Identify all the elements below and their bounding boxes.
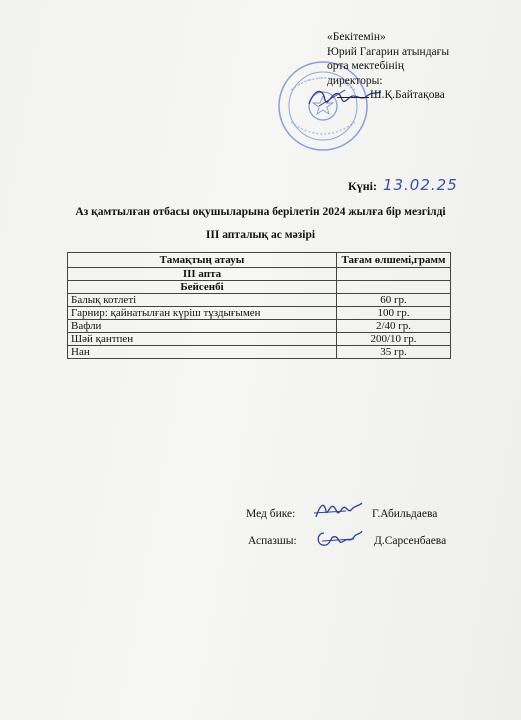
dish-name: Балық котлеті — [68, 294, 337, 307]
approval-signature-line — [327, 88, 517, 103]
director-name: Ш.Қ.Байтақова — [370, 89, 445, 101]
table-row — [68, 320, 451, 333]
signature-underline — [337, 97, 369, 98]
date-value: 13.02.25 — [382, 176, 458, 194]
empty-cell — [337, 268, 451, 281]
empty-cell — [337, 281, 451, 294]
cook-label: Аспазшы: — [248, 535, 297, 547]
date-label: Күні: — [348, 179, 377, 193]
document-subtitle: III апталық ас мәзірі — [205, 229, 316, 241]
table-row — [68, 346, 451, 359]
dish-amount: 60 гр. — [337, 294, 451, 307]
dish-amount: 100 гр. — [337, 307, 451, 320]
header-dish-name: Тамақтың атауы — [68, 253, 337, 268]
nurse-name: Г.Абильдаева — [372, 508, 438, 520]
table-row — [68, 307, 451, 320]
dish-amount: 35 гр. — [337, 346, 451, 359]
approval-heading: «Бекітемін» — [327, 31, 386, 43]
nurse-signature — [312, 497, 364, 523]
approval-school: Юрий Гагарин атындағы — [327, 45, 450, 58]
dish-name: Вафли — [68, 320, 337, 333]
week-row — [68, 268, 451, 281]
cook-signature-row — [248, 535, 447, 547]
day-label: Бейсенбі — [68, 281, 337, 294]
day-row — [68, 281, 451, 294]
approval-position: директоры: — [327, 74, 383, 87]
approval-school-type: орта мектебінің — [327, 60, 404, 72]
nurse-label: Мед бике: — [246, 508, 296, 520]
document-title: Аз қамтылған отбасы оқушыларына берілетін 2024 жылға бір мезгілді — [75, 206, 446, 218]
cook-signature — [314, 527, 364, 551]
nurse-signature-row — [246, 508, 438, 520]
approval-block — [327, 30, 517, 103]
dish-name: Нан — [68, 346, 337, 359]
date-row — [348, 176, 458, 194]
dish-amount: 2/40 гр. — [337, 320, 451, 333]
dish-name: Гарнир: қайнатылған күріш тұздығымен — [68, 307, 337, 320]
dish-name: Шәй қантпен — [68, 333, 337, 346]
header-portion-size: Тағам өлшемі,грамм — [337, 253, 451, 268]
table-row — [68, 294, 451, 307]
table-header-row — [68, 253, 451, 268]
menu-table — [67, 252, 451, 359]
dish-amount: 200/10 гр. — [337, 333, 451, 346]
table-row — [68, 333, 451, 346]
week-label: III апта — [68, 268, 337, 281]
cook-name: Д.Сарсенбаева — [374, 535, 447, 547]
